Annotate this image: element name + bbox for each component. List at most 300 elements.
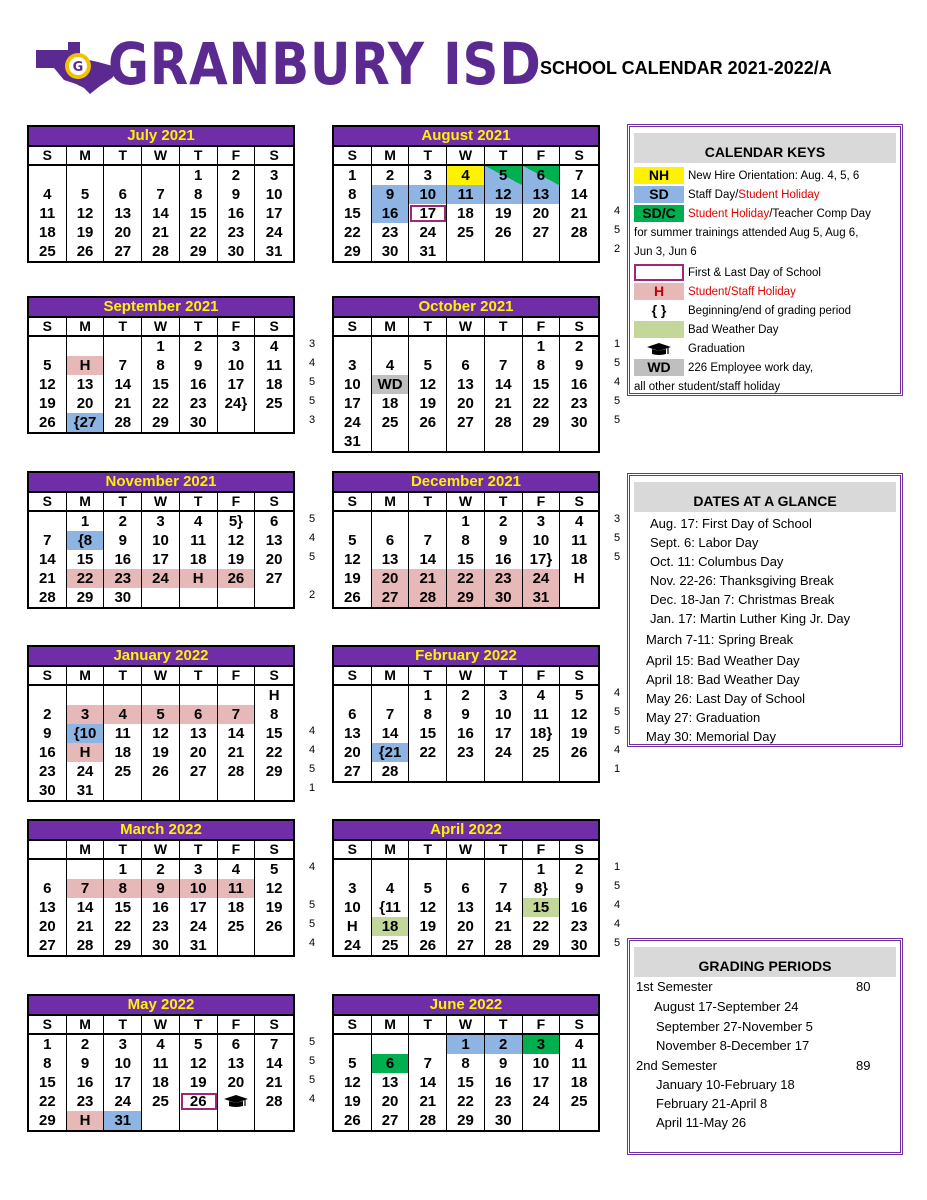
calendar-day: 31 <box>409 242 447 261</box>
week-count: 4 <box>309 725 316 737</box>
calendar-day: 16 <box>447 724 485 743</box>
calendar-day: 12 <box>29 375 67 394</box>
calendar-day: 13 <box>372 1073 410 1092</box>
calendar-day: 24 <box>180 917 218 936</box>
day-of-week-header: S <box>29 493 67 512</box>
calendar-empty-cell <box>218 1111 256 1130</box>
calendar-day: 26 <box>409 413 447 432</box>
calendar-day: 7 <box>372 705 410 724</box>
calendar-day: 21 <box>409 1092 447 1111</box>
calendar-day: 28 <box>142 242 180 261</box>
calendar-day: 10 <box>523 1054 561 1073</box>
calendar-empty-cell <box>560 588 598 607</box>
key-description: Bad Weather Day <box>688 324 779 336</box>
week-count <box>309 703 323 722</box>
day-of-week-header: T <box>104 841 142 860</box>
calendar-day: 18 <box>570 551 588 568</box>
calendar-day: 10 <box>142 531 180 550</box>
month-title: April 2022 <box>334 821 598 841</box>
calendar-day: 23 <box>142 917 180 936</box>
calendar-empty-cell <box>218 936 256 955</box>
week-count <box>614 164 628 183</box>
day-of-week-header: M <box>372 841 410 860</box>
day-of-week-header: F <box>218 841 256 860</box>
calendar-day: 27 <box>104 242 142 261</box>
dates-at-a-glance-box <box>627 473 903 747</box>
month-calendar <box>332 645 600 783</box>
calendar-day: 6 <box>334 705 372 724</box>
calendar-day: 28 <box>409 1111 447 1130</box>
calendar-day: 23 <box>447 743 485 762</box>
calendar-day: 24} <box>218 394 256 413</box>
calendar-day: 27 <box>447 413 485 432</box>
week-count: 4 <box>309 357 316 369</box>
calendar-day: 29 <box>142 413 180 432</box>
day-of-week-header: S <box>255 147 293 166</box>
month-calendar <box>27 296 295 434</box>
day-of-week-header: W <box>447 841 485 860</box>
week-count <box>614 586 628 605</box>
day-of-week-header: W <box>447 318 485 337</box>
calendar-day: 28 <box>570 224 588 241</box>
month-title: November 2021 <box>29 473 293 493</box>
calendar-day: 16 <box>29 743 67 762</box>
calendar-day: 15 <box>29 1073 67 1092</box>
grading-period-1: August 17-September 24 <box>654 999 799 1014</box>
calendar-day: 4 <box>142 1035 180 1054</box>
week-count: 2 <box>309 589 316 601</box>
day-of-week-header: W <box>142 318 180 337</box>
calendar-day: 8 <box>29 1054 67 1073</box>
semester-1-days: 80 <box>856 979 871 994</box>
week-count: 5 <box>614 706 621 718</box>
calendar-empty-cell <box>142 588 180 607</box>
calendar-day: 8 <box>269 706 279 723</box>
calendar-day: 21 <box>142 223 180 242</box>
glance-date-item: Sept. 6: Labor Day <box>650 535 759 550</box>
day-of-week-header <box>29 841 67 860</box>
calendar-day: H <box>67 743 105 762</box>
calendar-day: 7 <box>409 531 447 550</box>
calendar-day: 2 <box>67 1035 105 1054</box>
calendar-day: 15 <box>104 898 142 917</box>
calendar-day: 19 <box>409 917 447 936</box>
day-of-week-header: S <box>560 318 598 337</box>
calendar-day: 21 <box>485 394 523 413</box>
calendar-empty-cell <box>180 781 218 800</box>
calendar-day: H <box>67 356 105 375</box>
calendar-day: 31 <box>67 781 105 800</box>
calendar-day: 16 <box>372 204 410 223</box>
week-count: 4 <box>309 532 316 544</box>
key-swatch: SD <box>634 186 684 203</box>
glance-date-item: May 27: Graduation <box>646 710 761 725</box>
calendar-day: 28 <box>29 588 67 607</box>
day-of-week-header: S <box>560 667 598 686</box>
calendar-day: 4 <box>269 338 279 355</box>
day-of-week-header: M <box>372 667 410 686</box>
calendar-day: 16 <box>104 550 142 569</box>
day-of-week-header: F <box>523 667 561 686</box>
calendar-day: 14 <box>485 375 523 394</box>
calendar-day: 14 <box>570 186 588 203</box>
day-of-week-header: W <box>447 147 485 166</box>
calendar-day: 8 <box>447 531 485 550</box>
calendar-day: 4 <box>104 705 142 724</box>
day-of-week-header: S <box>255 1016 293 1035</box>
day-of-week-header: S <box>560 841 598 860</box>
day-of-week-header: S <box>29 147 67 166</box>
calendar-empty-cell <box>180 1111 218 1130</box>
calendar-day: 1 <box>29 1035 67 1054</box>
grading-periods-title: GRADING PERIODS <box>634 947 896 977</box>
calendar-day: 19 <box>29 394 67 413</box>
month-calendar <box>27 645 295 802</box>
week-count <box>309 567 323 586</box>
calendar-day: 23 <box>372 223 410 242</box>
calendar-day: 17 <box>142 550 180 569</box>
calendar-day: 1 <box>142 337 180 356</box>
week-count: 5 <box>309 551 316 563</box>
calendar-day: 11 <box>571 532 588 549</box>
calendar-day: 30 <box>142 936 180 955</box>
calendar-day: 24 <box>334 413 372 432</box>
day-of-week-header: W <box>447 493 485 512</box>
calendar-day: 26 <box>570 744 588 761</box>
calendar-day: 19 <box>334 569 372 588</box>
day-of-week-header: S <box>560 1016 598 1035</box>
calendar-day: 20 <box>29 917 67 936</box>
calendar-day: 15 <box>180 204 218 223</box>
calendar-day: 16 <box>485 1073 523 1092</box>
calendar-day: 7 <box>67 879 105 898</box>
day-of-week-header: T <box>485 841 523 860</box>
calendar-day: 29 <box>29 1111 67 1130</box>
day-of-week-header: M <box>372 493 410 512</box>
calendar-empty-cell <box>67 686 105 705</box>
calendar-day: 26 <box>218 569 256 588</box>
calendar-empty-cell <box>372 432 410 451</box>
grading-period-5: February 21-April 8 <box>656 1096 768 1111</box>
week-count: 5 <box>309 1036 316 1048</box>
calendar-empty-cell <box>372 860 410 879</box>
calendar-day: 22 <box>447 569 485 588</box>
week-count: 1 <box>614 763 621 775</box>
day-of-week-header: S <box>334 841 372 860</box>
calendar-day: 8 <box>334 185 372 204</box>
week-count: 3 <box>614 513 621 525</box>
calendar-day: 9 <box>67 1054 105 1073</box>
calendar-empty-cell <box>523 432 561 451</box>
calendar-day: 10 <box>523 531 561 550</box>
week-count: 5 <box>309 1055 316 1067</box>
week-count: 5 <box>614 725 621 737</box>
grading-period-4: January 10-February 18 <box>656 1077 795 1092</box>
calendar-day: 3 <box>523 1035 561 1054</box>
week-count: 5 <box>309 376 316 388</box>
calendar-day: 26 <box>29 413 67 432</box>
month-title: January 2022 <box>29 647 293 667</box>
day-of-week-header: W <box>142 1016 180 1035</box>
calendar-empty-cell <box>255 588 293 607</box>
calendar-day: 22 <box>142 394 180 413</box>
calendar-day: 16 <box>180 375 218 394</box>
calendar-day: 2 <box>485 1035 523 1054</box>
day-of-week-header: S <box>560 493 598 512</box>
key-description: Staff Day/Student Holiday <box>688 189 820 201</box>
calendar-day: 17 <box>180 898 218 917</box>
calendar-empty-cell <box>29 512 67 531</box>
calendar-day: 21 <box>570 205 588 222</box>
calendar-day: 14 <box>29 550 67 569</box>
calendar-day: 13 <box>447 375 485 394</box>
day-of-week-header: T <box>409 493 447 512</box>
day-of-week-header: F <box>523 841 561 860</box>
calendar-day: WD <box>372 375 410 394</box>
calendar-day: 7 <box>218 705 256 724</box>
calendar-day: 27 <box>265 570 283 587</box>
calendar-day: 29 <box>104 936 142 955</box>
calendar-day: 14 <box>265 1055 283 1072</box>
calendar-day: 20 <box>104 223 142 242</box>
day-of-week-header: T <box>180 841 218 860</box>
calendar-day: 21 <box>29 569 67 588</box>
calendar-day: 11 <box>142 1054 180 1073</box>
calendar-day: 1 <box>523 860 561 879</box>
day-of-week-header: S <box>560 147 598 166</box>
key-description: all other student/staff holiday <box>634 381 781 393</box>
semester-2-label: 2nd Semester <box>636 1058 717 1073</box>
calendar-empty-cell <box>447 242 485 261</box>
day-of-week-header: M <box>372 1016 410 1035</box>
week-count: 5 <box>614 937 621 949</box>
key-description: for summer trainings attended Aug 5, Aug 6, <box>634 227 859 239</box>
month-title: September 2021 <box>29 298 293 318</box>
logo-wordmark: GRANBURY ISD <box>108 30 542 98</box>
week-count: 4 <box>309 1093 316 1105</box>
calendar-empty-cell <box>104 781 142 800</box>
calendar-day: 12 <box>570 706 588 723</box>
calendar-empty-cell <box>523 1111 561 1130</box>
calendar-day: 2 <box>485 512 523 531</box>
calendar-day: 16 <box>485 550 523 569</box>
calendar-day: 25 <box>372 936 410 955</box>
calendar-day: 19 <box>142 743 180 762</box>
calendar-day: 31 <box>334 432 372 451</box>
calendar-day: 23 <box>218 223 256 242</box>
calendar-day: 18} <box>523 724 561 743</box>
calendar-day: 2 <box>142 860 180 879</box>
calendar-empty-cell <box>485 762 523 781</box>
key-description: 226 Employee work day, <box>688 362 814 374</box>
calendar-empty-cell <box>409 512 447 531</box>
day-of-week-header: T <box>409 1016 447 1035</box>
month-calendar <box>332 125 600 263</box>
calendar-day: 21 <box>67 917 105 936</box>
calendar-day: 16 <box>67 1073 105 1092</box>
calendar-day: 19 <box>334 1092 372 1111</box>
glance-date-item: March 7-11: Spring Break <box>646 632 794 647</box>
day-of-week-header: S <box>334 667 372 686</box>
calendar-day: 14 <box>409 550 447 569</box>
calendar-day: H <box>180 569 218 588</box>
day-of-week-header: T <box>485 318 523 337</box>
calendar-day: 28 <box>485 413 523 432</box>
calendar-day: 25 <box>265 395 283 412</box>
week-count: 3 <box>309 414 316 426</box>
week-count: 5 <box>614 880 621 892</box>
calendar-day: 13 <box>104 204 142 223</box>
calendar-empty-cell <box>255 936 293 955</box>
calendar-day: 10 <box>104 1054 142 1073</box>
week-count <box>309 877 323 896</box>
calendar-empty-cell <box>409 860 447 879</box>
calendar-day: 24 <box>142 569 180 588</box>
grading-periods-box <box>627 938 903 1155</box>
calendar-day: 24 <box>104 1092 142 1111</box>
key-description: Graduation <box>688 343 745 355</box>
calendar-day: 20 <box>218 1073 256 1092</box>
day-of-week-header: M <box>67 147 105 166</box>
glance-date-item: April 18: Bad Weather Day <box>646 672 800 687</box>
calendar-empty-cell <box>334 1035 372 1054</box>
calendar-empty-cell <box>218 686 256 705</box>
calendar-day: 21 <box>485 917 523 936</box>
calendar-day: 19 <box>180 1073 218 1092</box>
calendar-empty-cell <box>255 1111 293 1130</box>
month-title: October 2021 <box>334 298 598 318</box>
day-of-week-header: F <box>218 667 256 686</box>
calendar-empty-cell <box>485 242 523 261</box>
calendar-day: 7 <box>485 879 523 898</box>
calendar-empty-cell <box>142 686 180 705</box>
calendar-day: 2 <box>574 338 584 355</box>
calendar-day: 30 <box>372 242 410 261</box>
calendar-day: 2 <box>574 861 584 878</box>
day-of-week-header: S <box>29 667 67 686</box>
calendar-day: 6 <box>104 185 142 204</box>
calendar-day: 22 <box>409 743 447 762</box>
calendar-day: 23 <box>570 918 588 935</box>
calendar-empty-cell <box>409 1035 447 1054</box>
calendar-day: 6 <box>29 879 67 898</box>
calendar-day: 18 <box>447 204 485 223</box>
month-calendar <box>27 994 295 1132</box>
calendar-empty-cell <box>29 166 67 185</box>
calendar-day: 26 <box>334 588 372 607</box>
calendar-day: 3 <box>334 879 372 898</box>
key-swatch: SD/C <box>634 205 684 222</box>
calendar-day: 20 <box>67 394 105 413</box>
calendar-day: 18 <box>180 550 218 569</box>
calendar-day: 13 <box>372 550 410 569</box>
calendar-day: 20 <box>523 204 561 223</box>
graduation-cap-icon <box>218 1092 256 1111</box>
calendar-day: 11 <box>523 705 561 724</box>
semester-1-label: 1st Semester <box>636 979 713 994</box>
calendar-day: 3 <box>104 1035 142 1054</box>
calendar-day: 15 <box>142 375 180 394</box>
calendar-day: 29 <box>523 413 561 432</box>
key-description: Student Holiday/Teacher Comp Day <box>688 208 871 220</box>
grading-period-3: November 8-December 17 <box>656 1038 810 1053</box>
week-count: 5 <box>309 1074 316 1086</box>
calendar-empty-cell <box>180 588 218 607</box>
calendar-day: {10 <box>67 724 105 743</box>
calendar-day: 5 <box>334 1054 372 1073</box>
calendar-empty-cell <box>255 781 293 800</box>
calendar-day: 11 <box>447 185 485 204</box>
calendar-day: 9 <box>180 356 218 375</box>
week-count: 5 <box>614 414 621 426</box>
calendar-day: H <box>334 917 372 936</box>
calendar-day: 25 <box>372 413 410 432</box>
calendar-day: 19 <box>409 394 447 413</box>
calendar-day: 22 <box>523 394 561 413</box>
calendar-day: 3 <box>523 512 561 531</box>
calendar-day: 17 <box>104 1073 142 1092</box>
calendar-day: 4 <box>523 686 561 705</box>
calendar-day: 5 <box>180 1035 218 1054</box>
calendar-empty-cell <box>409 337 447 356</box>
calendar-day: 12 <box>409 375 447 394</box>
calendar-day: 3 <box>218 337 256 356</box>
calendar-empty-cell <box>447 860 485 879</box>
calendar-day: 23 <box>485 1092 523 1111</box>
calendar-empty-cell <box>180 686 218 705</box>
week-count: 5 <box>614 551 621 563</box>
calendar-day: 26 <box>67 242 105 261</box>
calendar-day: 12 <box>180 1054 218 1073</box>
calendar-day: 1 <box>523 337 561 356</box>
calendar-day: 20 <box>180 743 218 762</box>
week-count: 5 <box>614 395 621 407</box>
week-count: 5 <box>309 513 316 525</box>
calendar-day: 3 <box>142 512 180 531</box>
calendar-day: 5 <box>67 185 105 204</box>
calendar-day: 13 <box>218 1054 256 1073</box>
calendar-day: 4 <box>29 185 67 204</box>
calendar-day: 25 <box>570 1093 588 1110</box>
calendar-day: 14 <box>218 724 256 743</box>
calendar-empty-cell <box>142 781 180 800</box>
calendar-day: 29 <box>447 588 485 607</box>
day-of-week-header: F <box>523 147 561 166</box>
calendar-day: H <box>268 687 280 704</box>
calendar-empty-cell <box>29 686 67 705</box>
calendar-day: 1 <box>334 166 372 185</box>
day-of-week-header: M <box>67 493 105 512</box>
calendar-empty-cell <box>218 588 256 607</box>
week-count: 5 <box>614 224 621 236</box>
calendar-day: 5 <box>409 879 447 898</box>
day-of-week-header: S <box>255 493 293 512</box>
day-of-week-header: T <box>409 147 447 166</box>
calendar-day: 15 <box>409 724 447 743</box>
calendar-day: 23 <box>67 1092 105 1111</box>
calendar-day: 8 <box>180 185 218 204</box>
calendar-empty-cell <box>485 860 523 879</box>
week-count <box>614 567 628 586</box>
day-of-week-header: S <box>255 841 293 860</box>
week-count: 1 <box>614 338 621 350</box>
calendar-day: 22 <box>334 223 372 242</box>
week-count: 2 <box>614 243 621 255</box>
calendar-day: 23 <box>180 394 218 413</box>
calendar-day: 20 <box>372 1092 410 1111</box>
calendar-day: 27 <box>29 936 67 955</box>
day-of-week-header: M <box>372 318 410 337</box>
